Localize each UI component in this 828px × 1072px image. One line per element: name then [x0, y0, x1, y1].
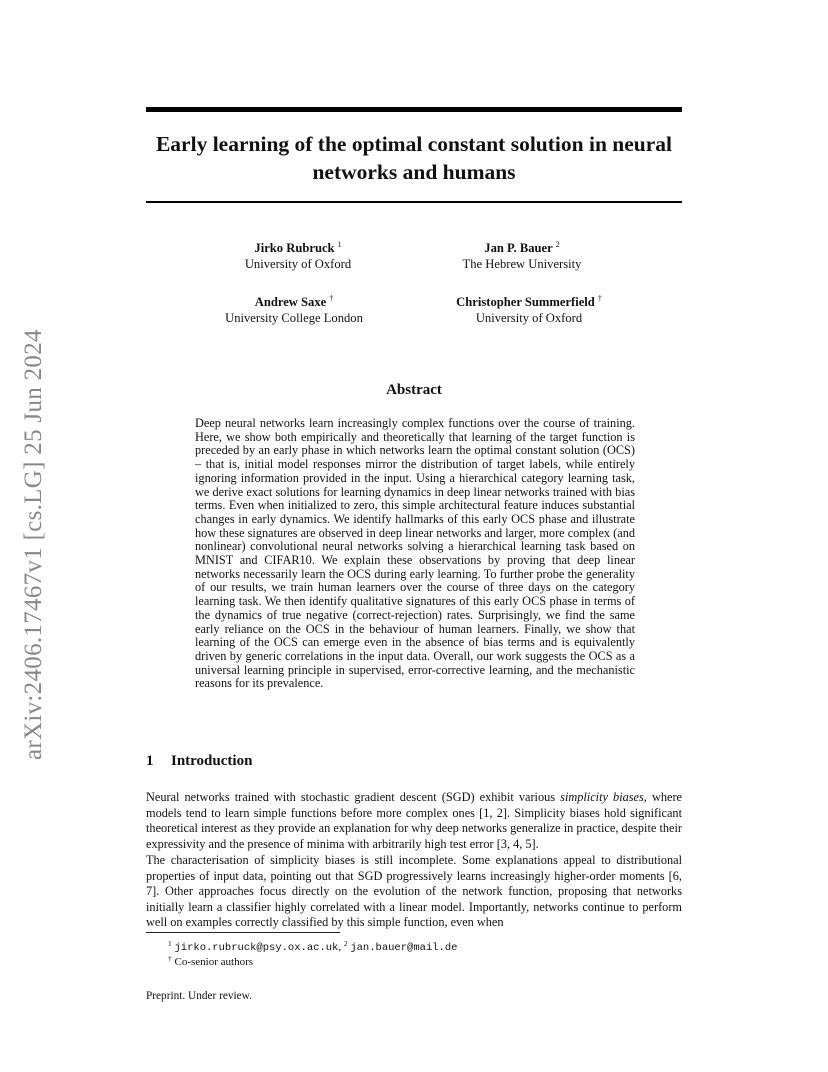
- footnote-mark: 2: [343, 939, 348, 948]
- abstract-text: Deep neural networks learn increasingly complex functions over the course of training. Here, we show both empirically and theoretically that learning of the target function is preceded by an early phase in which networks learn the optimal constant solution (OCS) – that is, initial model responses mirror the distribution of target labels, while entirely ignoring information provided in the input. Using a hierarchical category learning task, we derive exact solutions for learning dynamics in deep linear networks trained with bias terms. Even when initialized to zero, this simple architectural feature induces substantial changes in early dynamics. We identify hallmarks of this early OCS phase and illustrate how these signatures are observed in deep linear networks and larger, more complex (and nonlinear) convolutional neural networks solving a hierarchical learning task based on MNIST and CIFAR10. We explain these observations by proving that deep linear networks necessarily learn the OCS during early learning. To further probe the generality of our results, we train human learners over the course of three days on the category learning task. We then identify qualitative signatures of this early OCS phase in terms of the dynamics of true negative (correct-rejection) rates. Surprisingly, we find the same early reliance on the OCS in the behaviour of human learners. Finally, we show that learning of the OCS can emerge even in the absence of bias terms and is equivalently driven by generic correlations in the input data. Overall, our work suggests the OCS as a universal learning principle in supervised, error-corrective learning, and the mechanistic reasons for its prevalence.: [195, 416, 635, 691]
- section-heading: [146, 753, 252, 770]
- intro-paragraph-1: [146, 790, 682, 852]
- intro-paragraph-2: The characterisation of simplicity biases is still incomplete. Some explanations appeal to distributional properties of input data, pointing out that SGD progressively learns increasingly higher-order moments [6, 7]. Other approaches focus directly on the evolution of the network function, proposing that networks initially learn a classifier highly correlated with a linear model. Importantly, networks continue to perform well on examples correctly classified by this simple function, even when: [146, 853, 682, 930]
- footnote-separator: ,: [338, 941, 342, 953]
- arxiv-sidebar-stamp: arXiv:2406.17467v1 [cs.LG] 25 Jun 2024: [20, 329, 47, 760]
- intro-text: Neural networks trained with stochastic gradient descent (SGD) exhibit various: [146, 790, 561, 804]
- section-title: Introduction: [171, 753, 253, 769]
- footnote-cosenior: [168, 952, 253, 969]
- intro-text: , where models tend to learn simple functions before more complex ones [1, 2]. Simplicity biases hold significant theoretical interest as they provide an explanation for why deep networks generalize in practice, despite their expressivity and the presence of minima with arbitrarily high test error [3, 4, 5].: [146, 790, 682, 851]
- title-bottom-rule: [146, 201, 682, 203]
- author-mark: †: [329, 294, 334, 303]
- author-block: [409, 291, 649, 326]
- section-number: 1: [146, 753, 154, 769]
- email-link[interactable]: jan.bauer@mail.de: [350, 942, 458, 954]
- title-top-rule: [146, 107, 682, 112]
- footnote-text: Co-senior authors: [174, 956, 254, 968]
- preprint-footer: Preprint. Under review.: [146, 990, 252, 1002]
- intro-emphasis: simplicity biases: [560, 790, 644, 804]
- author-affiliation: The Hebrew University: [462, 257, 582, 271]
- footnote-rule: [146, 932, 340, 933]
- paper-title: Early learning of the optimal constant solution in neural networks and humans: [155, 132, 673, 184]
- author-name: Jan P. Bauer: [484, 241, 553, 255]
- author-name: Andrew Saxe: [254, 295, 327, 309]
- author-affiliation: University College London: [225, 311, 363, 325]
- email-link[interactable]: jirko.rubruck@psy.ox.ac.uk: [174, 942, 339, 954]
- footnote-mark: 1: [168, 939, 172, 948]
- author-mark: †: [597, 294, 602, 303]
- author-name: Jirko Rubruck: [254, 241, 335, 255]
- author-affiliation: University of Oxford: [244, 257, 352, 271]
- author-block: [178, 237, 418, 272]
- author-block: [174, 291, 414, 326]
- author-affiliation: University of Oxford: [475, 311, 583, 325]
- footnote-mark: †: [168, 954, 172, 963]
- abstract-heading: Abstract: [386, 382, 442, 398]
- author-mark: 2: [555, 240, 560, 249]
- author-block: [402, 237, 642, 272]
- author-name: Christopher Summerfield: [456, 295, 595, 309]
- author-mark: 1: [337, 240, 342, 249]
